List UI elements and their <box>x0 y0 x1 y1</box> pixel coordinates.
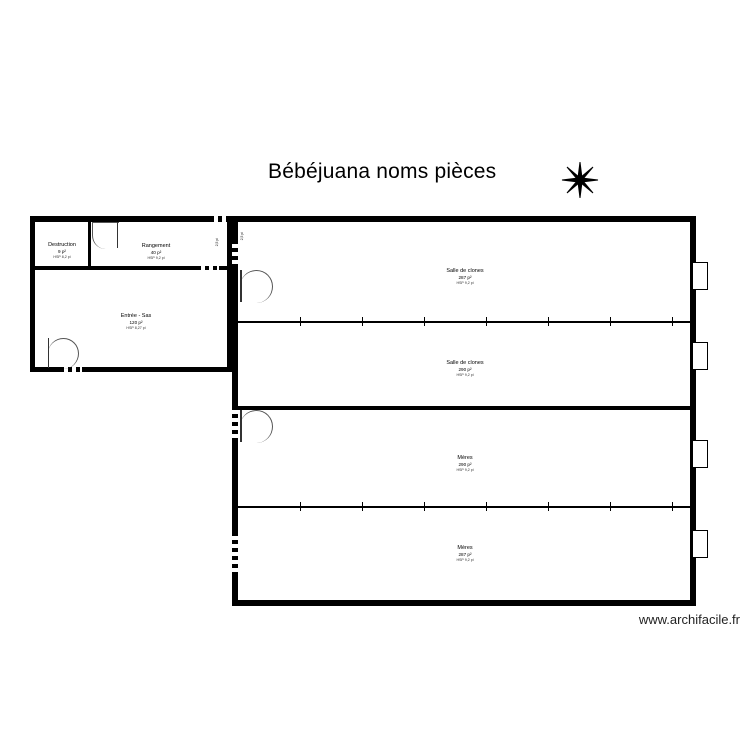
window-right-4 <box>692 530 708 558</box>
room-label-salle-clones-2 <box>446 360 483 377</box>
room-hsp: HSP 8,2 pi <box>53 254 71 259</box>
partition-post <box>300 502 301 511</box>
wall-bottom-main <box>232 600 696 606</box>
room-area: 290 p² <box>458 366 472 372</box>
room-area: 290 p² <box>458 461 472 467</box>
wall-left-main-bottom <box>232 572 238 606</box>
dim-label-2: 2,5 pi <box>240 232 244 241</box>
wall-left-hatch-1 <box>232 240 238 266</box>
room-area: 40 p² <box>150 249 162 255</box>
wall-top-annex <box>30 216 210 222</box>
wall-left-annex <box>30 216 35 372</box>
partition-post <box>548 502 549 511</box>
partition-post <box>424 317 425 326</box>
wall-destruction-rangement <box>88 220 91 266</box>
partition-post <box>362 502 363 511</box>
watermark-link: www.archifacile.fr <box>638 612 740 627</box>
door-meres-leaf <box>240 410 242 442</box>
room-name: Mères <box>457 545 473 551</box>
room-area: 9 p² <box>58 248 66 254</box>
room-area: 287 p² <box>458 551 472 557</box>
partition-post <box>486 502 487 511</box>
partition-post <box>424 502 425 511</box>
partition-post <box>672 317 673 326</box>
partition-post <box>610 502 611 511</box>
room-hsp: HSP 8,27 pi <box>126 325 146 330</box>
window-right-3 <box>692 440 708 468</box>
wall-bottom-annex-2 <box>82 367 232 372</box>
wall-mid-horizontal <box>238 406 690 410</box>
room-area: 120 p² <box>129 319 143 325</box>
partition-post <box>362 317 363 326</box>
partition-post <box>486 317 487 326</box>
dim-label-1: 2,5 pi <box>215 238 219 247</box>
wall-left-main-upper <box>232 216 238 240</box>
room-label-meres-2 <box>456 545 473 562</box>
room-name: Salle de clones <box>446 268 484 274</box>
room-label-meres-1 <box>456 455 473 472</box>
door-rangement-leaf <box>117 222 118 248</box>
room-hsp: HSP 9,2 pi <box>456 280 474 285</box>
partition-clones <box>238 321 690 323</box>
door-entree-arc <box>48 338 79 369</box>
room-name: Destruction <box>48 242 76 248</box>
room-label-entree-sas <box>121 313 152 330</box>
partition-post <box>548 317 549 326</box>
room-area: 287 p² <box>458 274 472 280</box>
room-hsp: HSP 9,2 pi <box>456 557 474 562</box>
wall-bottom-annex <box>30 367 60 372</box>
wall-annex-divider-hatch <box>197 266 219 270</box>
door-clones-leaf <box>240 270 242 302</box>
door-clones-arc <box>240 270 273 303</box>
door-rangement-arc <box>92 222 119 249</box>
page-title: Bébéjuana noms pièces <box>268 160 497 183</box>
window-right-1 <box>692 262 708 290</box>
wall-left-hatch-3 <box>232 532 238 572</box>
wall-left-main-mid <box>232 266 238 406</box>
room-hsp: HSP 9,2 pi <box>147 255 165 260</box>
partition-post <box>672 502 673 511</box>
wall-left-main-low <box>232 442 238 532</box>
partition-meres <box>238 506 690 508</box>
wall-top-main <box>232 216 696 222</box>
room-name: Rangement <box>141 243 171 249</box>
room-hsp: HSP 9,2 pi <box>456 467 474 472</box>
room-hsp: HSP 9,2 pi <box>456 372 474 377</box>
room-name: Entrée - Sas <box>120 313 152 319</box>
door-meres-arc <box>240 410 273 443</box>
room-label-destruction <box>48 242 76 259</box>
wall-right-annex <box>227 216 232 372</box>
partition-post <box>300 317 301 326</box>
door-entree-leaf <box>48 338 49 368</box>
room-name: Salle de clones <box>446 360 484 366</box>
room-label-rangement <box>142 243 170 260</box>
room-name: Mères <box>457 455 473 461</box>
room-label-salle-clones-1 <box>446 268 483 285</box>
partition-post <box>610 317 611 326</box>
window-right-2 <box>692 342 708 370</box>
wall-left-hatch-2 <box>232 406 238 442</box>
